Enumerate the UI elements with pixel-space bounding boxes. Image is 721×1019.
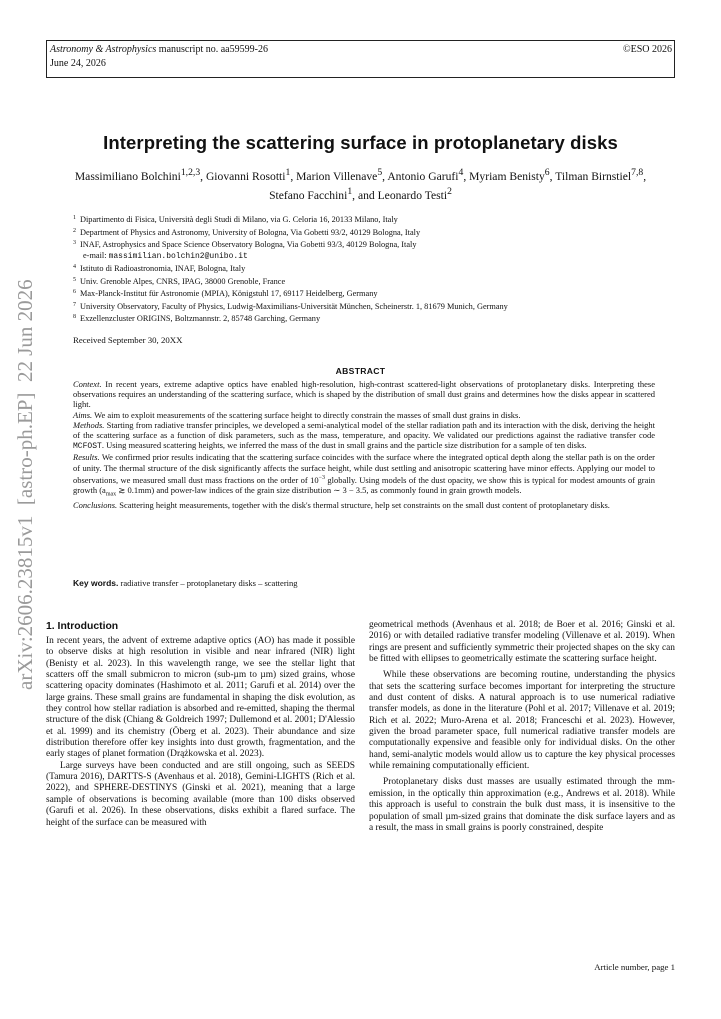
affiliation: $^2$ Department of Physics and Astronomy, University of Bologna, Via Gobetti 93/2, 40129 Bologna, Italy	[73, 227, 421, 237]
affiliation: $^7$ University Observatory, Faculty of Physics, Ludwig-Maximilians-Universität München, Scheinerstr. 1, 81679 Munich, Germany	[73, 301, 508, 311]
arxiv-stamp	[4, 279, 40, 700]
author-list: Massimiliano Bolchini$^{1,2,3}$, Giovanni Rosotti$^1$, Marion Villenave$^5$, Antonio Garufi$^4$, Myriam Benisty$^6$, Tilman Birnstiel$^{7,8}$, Stefano Facchini$^1$, and Leonardo Testi$^2$	[74, 167, 647, 202]
received-date: Received September 30, 20XX	[73, 335, 183, 345]
email-line: e-mail: massimilian.bolchin2@unibo.it	[83, 250, 248, 261]
affiliation: $^8$ Exzellenzcluster ORIGINS, Boltzmannstr. 2, 85748 Garching, Germany	[73, 314, 321, 323]
column-right	[369, 620, 675, 834]
affiliation: $^1$ Dipartimento di Fisica, Università degli Studi di Milano, via G. Celoria 16, 20133 Milano, Italy	[73, 215, 398, 224]
paragraph: Protoplanetary disks dust masses are usually estimated through the mm-emission, in the optically thin approximation (e.g., Andrews et al. 2018). While this approach is useful to constrain the bulk dust mass, it is insensitive to the population of small µm-sized grains that dominate the disk surface layers and as a result, the mass in small grains is poorly constrained, despite	[369, 777, 675, 833]
affiliation: $^4$ Istituto di Radioastronomia, INAF, Bologna, Italy	[73, 264, 246, 273]
paragraph: In recent years, the advent of extreme adaptive optics (AO) has made it possible to observe disks at high resolution in visible and near infrared (NIR) light (Benisty et al. 2023). In this wavelength range, we see the stellar light that scatters off the small submicron to micron (sub-µm to µm) sized grains, whose scattering opacity dominates (Hashimoto et al. 2011; Garufi et al. 2014) over the large grains. These small grains are fundamental in shaping the disk evolution, as they control how stellar radiation is absorbed and re-emitted, shaping the thermal structure of the disk (Chiang & Goldreich 1997; Dullemond et al. 2001; D'Alessio et al. 1999) and its chemistry (Öberg et al. 2023). Their abundance and size distribution therefore offer key insights into dust growth, fragmentation, and the early stages of planet formation (Drążkowska et al. 2023).	[46, 636, 355, 760]
abstract-methods: Methods. Starting from radiative transfer principles, we developed a semi-analytical model of the stellar radiation path and its interaction with the disk, deriving the height of the scattering surface as a function of disk parameters, such as the mass, temperature, and opacity. We validated our predictions against the radiative transfer code MCFOST. Using measured scattering heights, we inferred the mass of the dust in small grains and the particle size distribution for a sample of ten disks.	[73, 419, 656, 452]
section-heading: 1. Introduction	[46, 621, 119, 632]
keywords: Key words. radiative transfer – protoplanetary disks – scattering	[73, 578, 298, 588]
abstract-conclusions: Conclusions. Scattering height measurements, together with the disk's thermal structure, help set constraints on the small dust content of protoplanetary disks.	[73, 499, 610, 510]
paragraph: While these observations are becoming routine, understanding the physics that sets the scattering surface becomes important for interpreting the structure and dust content of disks. A natural approach is to use numerical radiative transfer models, as done in the literature (Pohl et al. 2017; Villenave et al. 2019; Rich et al. 2022; Muro-Arena et al. 2018; Franceschi et al. 2023). However, given the broad parameter space, full numerical radiative transfer models are computationally expensive and feasible only for individual disks. On the other hand, semi-analytic models would allow us to capture the key physical processes while remaining computationally efficient.	[369, 670, 675, 772]
arxiv-stamp-svg	[4, 279, 40, 700]
paragraph: Large surveys have been conducted and are still ongoing, such as SEEDS (Tamura 2016), DARTTS-S (Avenhaus et al. 2018), Gemini-LIGHTS (Rich et al. 2022), and SPHERE-DESTINYS (Ginski et al. 2021), meaning that a large sample of observations is becoming available (more than 100 disks observed (Garufi et al. 2026). In these observations, disks exhibit a flared surface. The height of the surface can be measured with	[46, 760, 355, 828]
manuscript-number: manuscript no. aa59599-26	[158, 44, 268, 55]
email-address[interactable]: massimilian.bolchin2@unibo.it	[108, 251, 248, 261]
paper-title: Interpreting the scattering surface in protoplanetary disks	[103, 132, 618, 153]
abstract	[73, 379, 655, 510]
column-left	[46, 620, 355, 829]
paragraph: geometrical methods (Avenhaus et al. 2018; de Boer et al. 2016; Ginski et al. 2016) or with detailed radiative transfer modeling (Villenave et al. 2019). When rings are present and sufficiently symmetric their projected shapes on the sky can be fitted with ellipses to geometrically estimate the scattering surface height.	[369, 620, 675, 665]
journal-line	[50, 44, 268, 55]
abstract-results: Results. We confirmed prior results indicating that the scattering surface coincides with the surface where the integrated optical depth along the stellar path is on the order of unity. The thermal structure of the disk significantly affects the surface height, while dust settling and anisotropic scattering have minor effects. Applying our model to observations, we measured small dust mass fractions on the order of $10^{-3}$ globally. Using models of the dust opacity, we show this is typical for modest amounts of grain growth ($a_{max}$ ≳ 0.1mm) and power-law indices of the grain size distribution ∼ 3 − 3.5, as commonly found in grain growth models.	[73, 452, 655, 498]
affiliation: $^5$ Univ. Grenoble Alpes, CNRS, IPAG, 38000 Grenoble, France	[73, 276, 286, 286]
affiliation: $^3$ INAF, Astrophysics and Space Science Observatory Bologna, Via Gobetti 93/3, 40129 Bologna, Italy	[73, 240, 417, 249]
abstract-heading: ABSTRACT	[335, 366, 386, 376]
header-date: June 24, 2026	[50, 58, 106, 69]
code-name: MCFOST	[73, 442, 102, 452]
abstract-context: Context. In recent years, extreme adaptive optics have enabled high-resolution, high-contrast scattered-light observations of protoplanetary disks. Interpreting these observations requires an understanding of the scattering surface, which is shaped by the distribution of small dust grains and determines how the disks appear in scattered light.	[73, 379, 656, 410]
arxiv-stamp-text: arXiv:2606.23815v1 [astro-ph.EP] 22 Jun 2026	[13, 279, 37, 690]
affiliations	[73, 213, 673, 325]
affiliation: $^6$ Max-Planck-Institut für Astronomie (MPIA), Königstuhl 17, 69117 Heidelberg, Germany	[73, 289, 378, 298]
copyright: ©ESO 2026	[623, 44, 672, 55]
journal-name: Astronomy & Astrophysics	[50, 44, 157, 55]
page-footer: Article number, page 1	[594, 962, 675, 972]
abstract-aims: Aims. We aim to exploit measurements of the scattering surface height to directly constrain the masses of small dust grains in disks.	[73, 409, 521, 420]
